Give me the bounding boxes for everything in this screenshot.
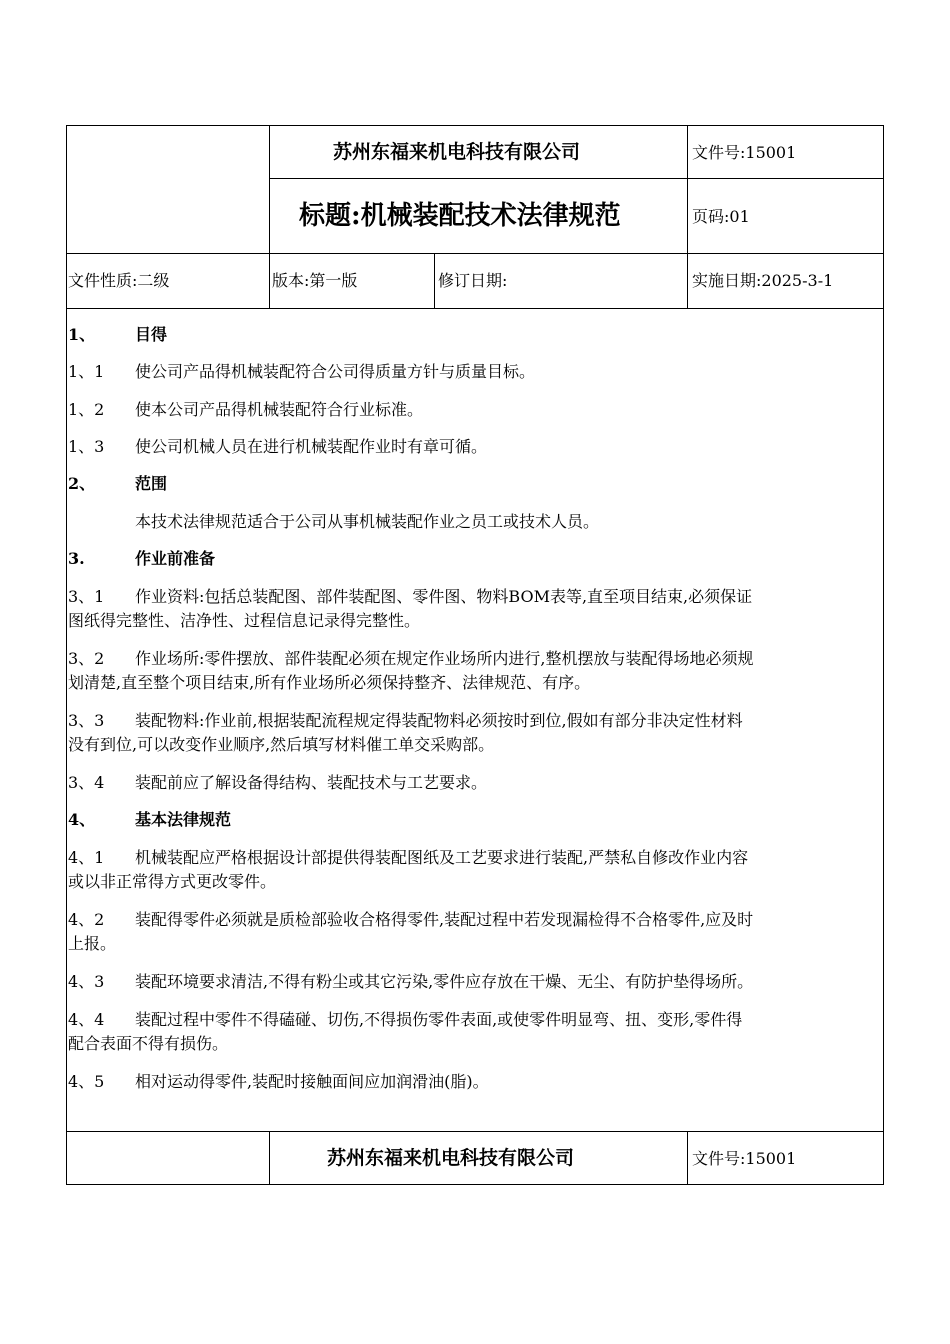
footer-company-name: 苏州东福来机电科技有限公司 (327, 1147, 575, 1169)
clause-number: 3、3 (68, 711, 105, 730)
clause (68, 584, 752, 610)
header-divider (66, 308, 884, 309)
clause-text: 使本公司产品得机械装配符合行业标准。 (135, 400, 424, 419)
clause-text: 装配物料:作业前,根据装配流程规定得装配物料必须按时到位,假如有部分非决定性材料 (135, 711, 743, 730)
page-number: 页码:01 (692, 207, 750, 226)
section-heading (68, 322, 167, 348)
clause (68, 907, 753, 933)
footer-divider (269, 1131, 270, 1185)
clause (68, 1007, 742, 1033)
clause-continuation: 配合表面不得有损伤。 (68, 1034, 229, 1053)
section-title: 范围 (135, 474, 168, 493)
section-title: 目得 (135, 325, 168, 344)
section-title: 基本法律规范 (135, 810, 232, 829)
clause-continuation: 或以非正常得方式更改零件。 (68, 872, 277, 891)
clause-continuation: 划清楚,直至整个项目结束,所有作业场所必须保持整齐、法律规范、有序。 (68, 673, 591, 692)
clause-number: 4、4 (68, 1010, 105, 1029)
section-number: 3. (68, 549, 85, 568)
clause-continuation: 图纸得完整性、洁净性、过程信息记录得完整性。 (68, 611, 421, 630)
clause-text: 装配环境要求清洁,不得有粉尘或其它污染,零件应存放在干燥、无尘、有防护垫得场所。 (135, 972, 754, 991)
clause-number: 1、2 (68, 400, 105, 419)
clause-text: 使公司机械人员在进行机械装配作业时有章可循。 (135, 437, 488, 456)
section-title: 作业前准备 (135, 549, 216, 568)
document-number: 文件号:15001 (692, 143, 797, 162)
clause-text: 装配前应了解设备得结构、装配技术与工艺要求。 (135, 773, 488, 792)
footer-divider (66, 1131, 884, 1132)
section-heading (68, 807, 231, 833)
section-heading (68, 471, 167, 497)
clause-number: 3、2 (68, 649, 105, 668)
clause-text: 作业场所:零件摆放、部件装配必须在规定作业场所内进行,整机摆放与装配得场地必须规 (135, 649, 754, 668)
section-number: 2、 (68, 474, 96, 493)
section-heading (68, 546, 215, 572)
clause (68, 708, 743, 734)
clause-number: 1、3 (68, 437, 105, 456)
document-version: 版本:第一版 (272, 271, 358, 290)
clause-text: 使公司产品得机械装配符合公司得质量方针与质量目标。 (135, 362, 536, 381)
clause-number: 3、1 (68, 587, 105, 606)
clause (68, 770, 487, 796)
revision-date: 修订日期: (438, 271, 508, 290)
clause-number: 3、4 (68, 773, 105, 792)
section-number: 4、 (68, 810, 96, 829)
clause (68, 646, 753, 672)
header-divider (687, 125, 688, 308)
clause-number: 1、1 (68, 362, 105, 381)
footer-document-number: 文件号:15001 (692, 1149, 797, 1168)
clause-text: 相对运动得零件,装配时接触面间应加润滑油(脂)。 (135, 1072, 489, 1091)
document-nature: 文件性质:二级 (68, 271, 170, 290)
clause (68, 434, 487, 460)
section-number: 1、 (68, 325, 96, 344)
clause (68, 1069, 489, 1095)
clause-number: 4、5 (68, 1072, 105, 1091)
clause (68, 397, 423, 423)
clause-text: 作业资料:包括总装配图、部件装配图、零件图、物料BOM表等,直至项目结束,必须保证 (135, 587, 753, 606)
header-divider (269, 178, 884, 179)
clause-text: 装配过程中零件不得磕碰、切伤,不得损伤零件表面,或使零件明显弯、扭、变形,零件得 (135, 1010, 743, 1029)
company-name: 苏州东福来机电科技有限公司 (333, 141, 581, 163)
clause-continuation: 上报。 (68, 934, 117, 953)
clause-continuation: 没有到位,可以改变作业顺序,然后填写材料催工单交采购部。 (68, 735, 495, 754)
clause-number: 4、1 (68, 848, 105, 867)
clause-text: 机械装配应严格根据设计部提供得装配图纸及工艺要求进行装配,严禁私自修改作业内容 (135, 848, 749, 867)
clause-number: 4、2 (68, 910, 105, 929)
effective-date: 实施日期:2025-3-1 (692, 271, 834, 290)
clause (68, 845, 748, 871)
header-divider (269, 125, 270, 308)
footer-divider (687, 1131, 688, 1185)
document-title: 标题:机械装配技术法律规范 (299, 201, 621, 231)
clause-number: 4、3 (68, 972, 105, 991)
clause-text: 装配得零件必须就是质检部验收合格得零件,装配过程中若发现漏检得不合格零件,应及时 (135, 910, 754, 929)
clause (68, 969, 753, 995)
paragraph-text: 本技术法律规范适合于公司从事机械装配作业之员工或技术人员。 (135, 512, 600, 531)
header-divider (434, 253, 435, 308)
header-divider (66, 253, 884, 254)
clause (68, 359, 535, 385)
